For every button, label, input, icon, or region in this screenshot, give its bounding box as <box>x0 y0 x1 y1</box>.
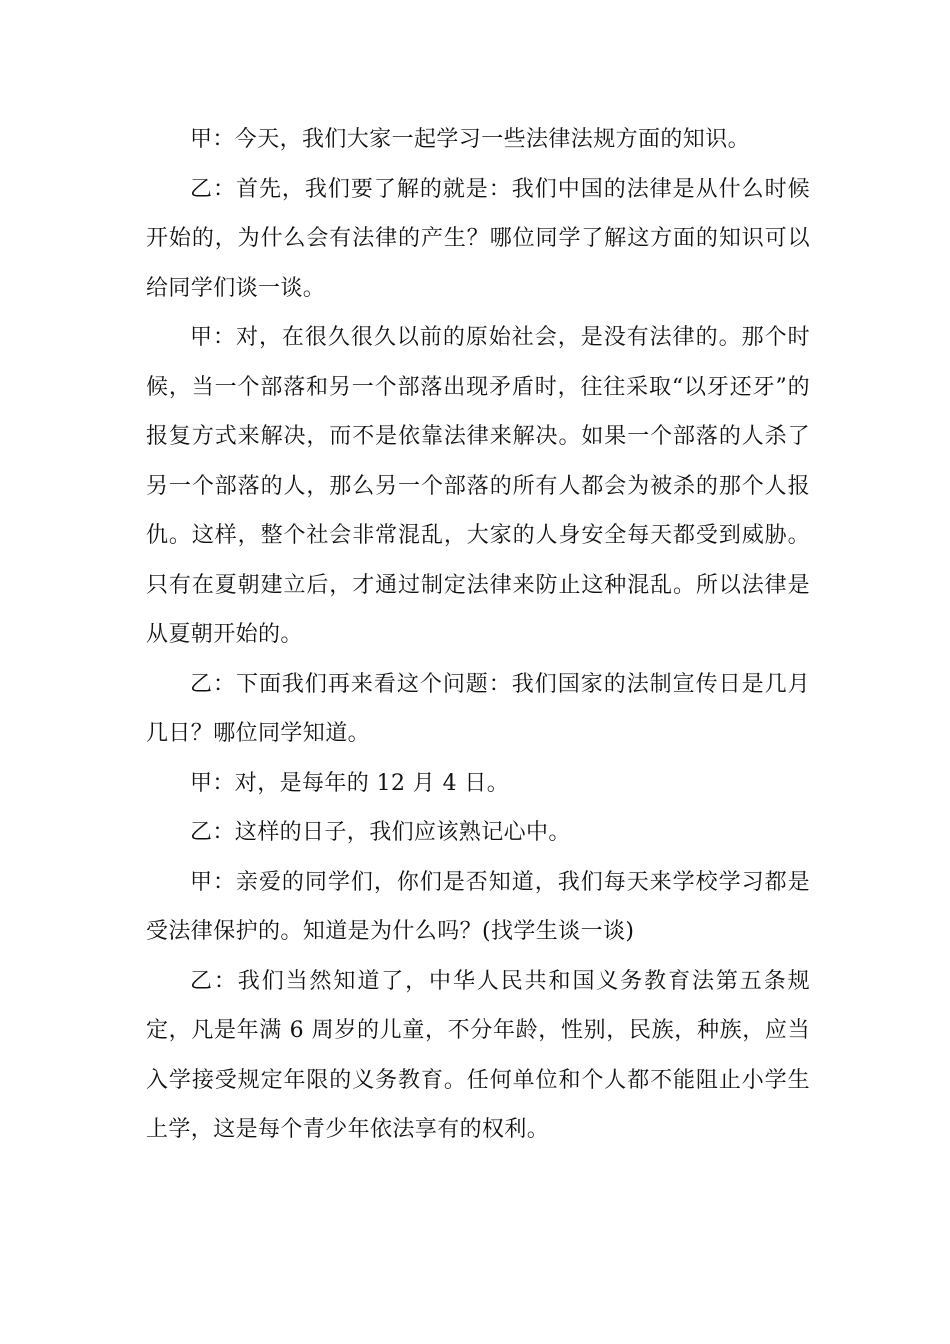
paragraph-8: 乙：我们当然知道了，中华人民共和国义务教育法第五条规定，凡是年满 6 周岁的儿童，不分年龄，性别，民族，种族，应当入学接受规定年限的义务教育。任何单位和个人都不能阻止小学生上学，这是每个青少年依法享有的权利。 <box>146 968 810 1142</box>
paragraph-7: 甲：亲爱的同学们，你们是否知道，我们每天来学校学习都是受法律保护的。知道是为什么吗？(找学生谈一谈) <box>146 869 810 944</box>
paragraph-6: 乙：这样的日子，我们应该熟记心中。 <box>190 820 571 845</box>
paragraph-5: 甲：对，是每年的 12 月 4 日。 <box>190 770 510 796</box>
paragraph-4: 乙：下面我们再来看这个问题：我们国家的法制宣传日是几月几日？哪位同学知道。 <box>146 671 810 746</box>
paragraph-1: 甲：今天，我们大家一起学习一些法律法规方面的知识。 <box>190 127 751 152</box>
paragraph-3: 甲：对，在很久很久以前的原始社会，是没有法律的。那个时候，当一个部落和另一个部落出现矛盾时，往往采取“以牙还牙”的报复方式来解决，而不是依靠法律来解决。如果一个部落的人杀了另一个部落的人，那么另一个部落的所有人都会为被杀的那个人报仇。这样，整个社会非常混乱，大家的人身安全每天都受到威胁。只有在夏朝建立后，才通过制定法律来防止这种混乱。所以法律是从夏朝开始的。 <box>146 325 810 647</box>
paragraph-2: 乙：首先，我们要了解的就是：我们中国的法律是从什么时候开始的，为什么会有法律的产生？哪位同学了解这方面的知识可以给同学们谈一谈。 <box>146 176 810 301</box>
document-body <box>146 115 810 1155</box>
